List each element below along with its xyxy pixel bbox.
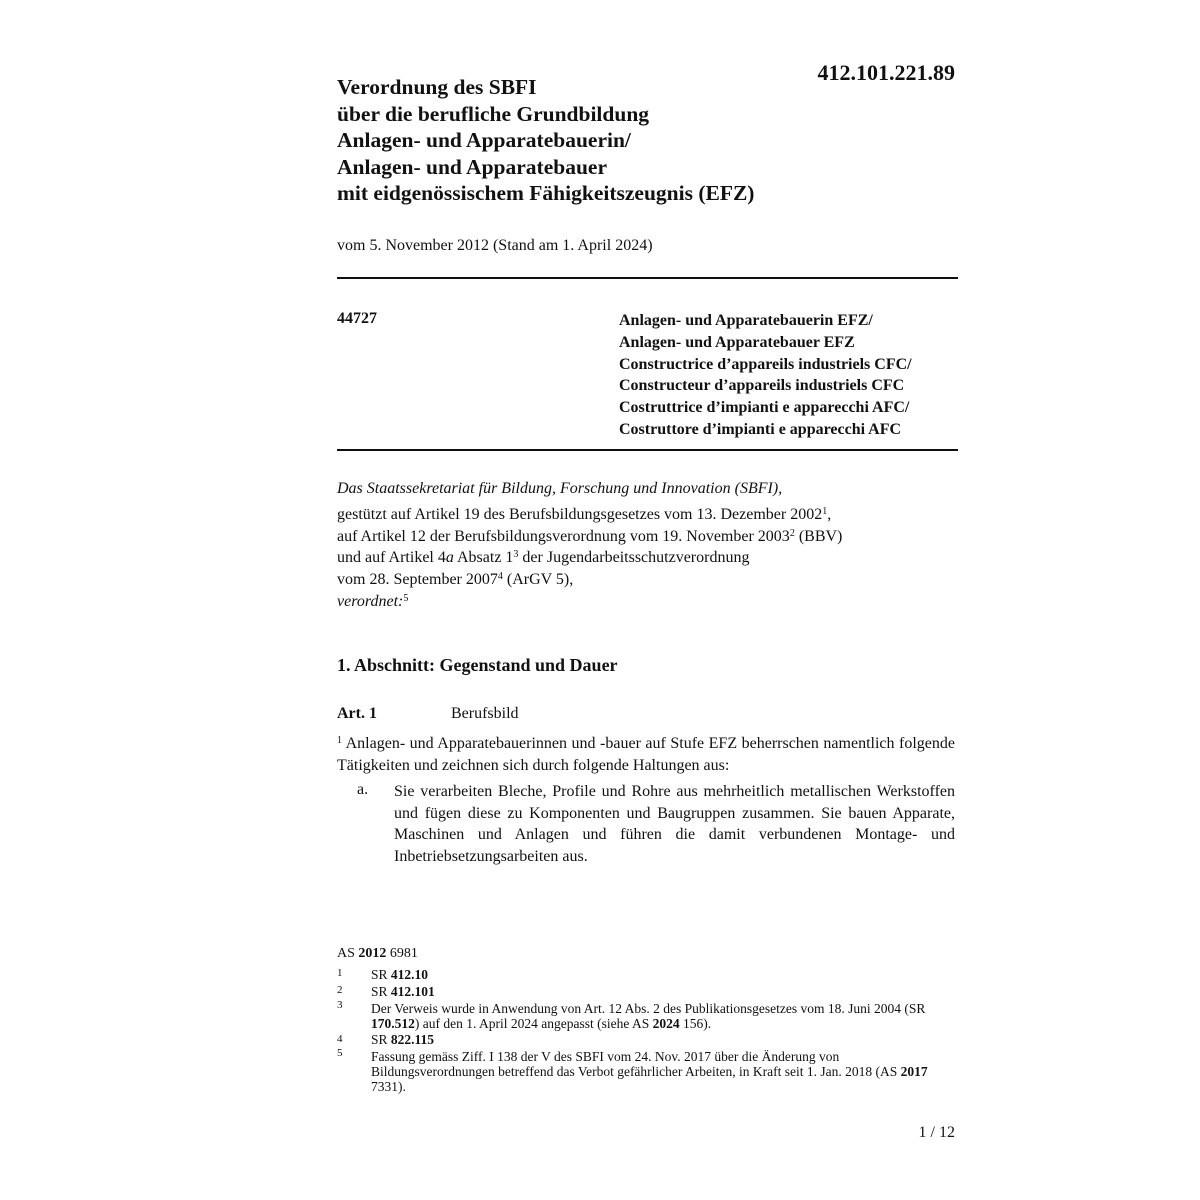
basis-text: vom 28. September 2007: [337, 570, 498, 588]
date-line: vom 5. November 2012 (Stand am 1. April 2024): [337, 237, 653, 254]
document-title: [337, 74, 754, 207]
basis-line: [337, 547, 842, 569]
title-line: über die berufliche Grundbildung: [337, 101, 650, 126]
profession-names: [619, 310, 912, 441]
footnote-text: [371, 1001, 931, 1031]
basis-line: [337, 526, 842, 548]
footnote-part: Fassung gemäss Ziff. I 138 der V des SBFI vom 24. Nov. 2017 über die Änderung von Bildungsverordnungen betreffend das Verbot gefährlicher Arbeiten, in Kraft seit 1. Jan. 2018 (AS: [371, 1049, 901, 1079]
sr-number: 412.101.221.89: [817, 60, 955, 85]
footnote-ref[interactable]: 2: [789, 527, 795, 539]
footnote-sr[interactable]: 822.115: [390, 1032, 435, 1047]
footnote-ref[interactable]: 4: [497, 570, 503, 582]
basis-text: Absatz 1: [453, 549, 514, 566]
basis-text: (BBV): [794, 527, 843, 545]
profession-name: Constructeur d’appareils industriels CFC: [619, 377, 905, 395]
as-prefix: AS: [337, 946, 359, 961]
footnote-ref[interactable]: 5: [403, 593, 409, 604]
basis-text: auf Artikel 12 der Berufsbildungsverordnung vom 19. November 2003: [337, 527, 790, 545]
footnote-number: 1: [337, 967, 343, 979]
paragraph-text: Anlagen- und Apparatebauerinnen und -bauer auf Stufe EFZ beherrschen namentlich folgende Tätigkeiten und zeichnen sich durch folgende Haltungen aus:: [337, 735, 955, 774]
verordnet-text: verordnet:: [337, 593, 404, 610]
footnote-number: 3: [337, 999, 343, 1011]
profession-code: 44727: [337, 310, 377, 327]
basis-text: (ArGV 5),: [502, 570, 574, 588]
footnote-text: [371, 967, 961, 982]
official-compilation-ref: [337, 946, 418, 962]
footnote-number: 5: [337, 1047, 343, 1059]
as-page: 6981: [386, 946, 418, 961]
footnote-sr[interactable]: 412.101: [390, 984, 435, 999]
footnote-text: [371, 1032, 961, 1047]
footnote-part: Der Verweis wurde in Anwendung von Art. 12 Abs. 2 des Publikationsgesetzes vom 18. Juni 2004 (SR: [371, 1001, 926, 1016]
article-paragraph: [337, 733, 955, 776]
footnote-number: 4: [337, 1033, 343, 1045]
profession-name: Anlagen- und Apparatebauer EFZ: [619, 333, 855, 351]
footnote-ref[interactable]: 3: [513, 549, 519, 560]
footnote-part: 156).: [679, 1016, 712, 1031]
basis-line: [337, 504, 842, 526]
divider-top: [337, 277, 958, 279]
footnote-as[interactable]: 2024: [652, 1016, 680, 1031]
footnote-number: 2: [337, 984, 343, 996]
profession-name: Constructrice d’appareils industriels CFC/: [619, 355, 912, 373]
list-item-text: Sie verarbeiten Bleche, Profile und Rohre aus mehrheitlich metallischen Werkstoffen und fügen diese zu Komponenten und Baugruppen zusammen. Sie bauen Apparate, Maschinen und Anlagen und führen die damit verbundenen Montage- und Inbetriebsetzungsarbeiten aus.: [394, 783, 955, 865]
title-line: Anlagen- und Apparatebauer: [337, 154, 607, 179]
profession-name: Anlagen- und Apparatebauerin EFZ/: [619, 312, 873, 329]
basis-text: und auf Artikel 4: [337, 549, 446, 566]
profession-name: Costruttore d’impianti e apparecchi AFC: [619, 420, 902, 438]
footnote-part: 7331).: [371, 1079, 406, 1094]
list-item-letter: a.: [357, 781, 369, 798]
divider-bottom: [337, 449, 958, 451]
footnote-as[interactable]: 2017: [900, 1064, 928, 1079]
basis-text: ,: [827, 506, 832, 523]
title-line: Verordnung des SBFI: [337, 75, 537, 99]
title-line: Anlagen- und Apparatebauerin/: [337, 128, 631, 152]
footnote-prefix: SR: [371, 984, 391, 999]
preamble-legal-basis: [337, 504, 842, 590]
title-line: mit eidgenössischem Fähigkeitszeugnis (EFZ): [337, 181, 755, 205]
profession-name: Costruttrice d’impianti e apparecchi AFC/: [619, 399, 910, 417]
article-title: Berufsbild: [451, 705, 519, 722]
article-number: Art. 1: [337, 705, 377, 722]
basis-line: [337, 569, 842, 591]
basis-text: der Jugendarbeitsschutzverordnung: [518, 549, 750, 566]
footnote-sr[interactable]: 170.512: [371, 1016, 415, 1031]
paragraph-marker: 1: [337, 735, 342, 746]
footnote-text: [371, 984, 961, 999]
section-heading: 1. Abschnitt: Gegenstand und Dauer: [337, 655, 618, 675]
preamble-verordnet: [337, 593, 408, 611]
as-year: 2012: [358, 946, 387, 961]
footnote-prefix: SR: [371, 1032, 391, 1047]
footnote-prefix: SR: [371, 967, 391, 982]
preamble-issuer: Das Staatssekretariat für Bildung, Forschung und Innovation (SBFI),: [337, 480, 783, 497]
footnote-part: ) auf den 1. April 2024 angepasst (siehe AS: [414, 1016, 653, 1031]
page-number: 1 / 12: [918, 1124, 955, 1141]
basis-text: gestützt auf Artikel 19 des Berufsbildungsgesetzes vom 13. Dezember 2002: [337, 506, 823, 523]
footnote-ref[interactable]: 1: [822, 506, 828, 517]
footnote-text: [371, 1049, 941, 1094]
basis-text-italic: a: [445, 549, 454, 566]
footnote-sr[interactable]: 412.10: [390, 967, 429, 982]
